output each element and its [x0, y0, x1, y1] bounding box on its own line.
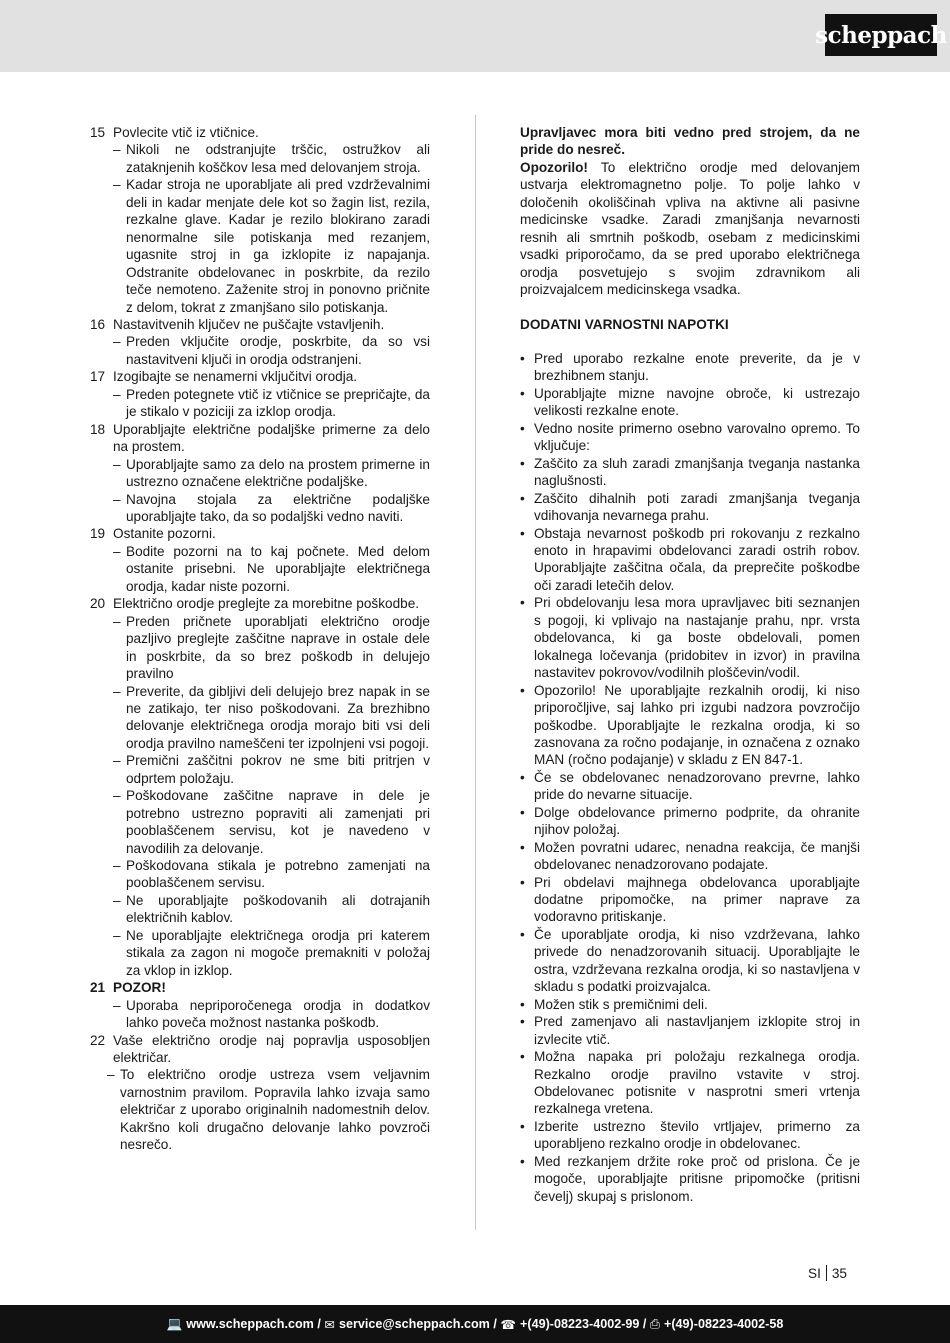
item-number: 18	[90, 421, 106, 437]
dash-marker: –	[113, 491, 121, 507]
warning-label: Opozorilo!	[520, 159, 588, 175]
sub-item	[90, 1066, 430, 1153]
bullet-text: Izberite ustrezno število vrtljajev, primerno za uporabljeno rezkalno orodje in obdelovanec.	[534, 1118, 860, 1152]
column-divider	[475, 115, 476, 1230]
bullet-marker: •	[520, 420, 525, 436]
page-number	[808, 1265, 847, 1281]
sub-item	[90, 787, 430, 857]
dash-marker: –	[113, 613, 121, 629]
dash-marker: –	[113, 892, 121, 908]
bullet-text: Pred zamenjavo ali nastavljanjem izklopite stroj in izvlecite vtič.	[534, 1014, 860, 1047]
bullet-item	[520, 996, 860, 1013]
list-item	[90, 595, 430, 612]
bullet-item	[520, 769, 860, 804]
dash-marker: –	[113, 683, 121, 699]
bullet-text: Možen povratni udarec, nenadna reakcija, če manjši obdelovanec nenadzorovano podajate.	[534, 839, 860, 873]
bullet-text: Pri obdelavi majhnega obdelovanca uporabljajte dodatne pripomočke, na primer naprave za vodoravno pritiskanje.	[534, 874, 860, 925]
bullet-item	[520, 1048, 860, 1118]
header-band	[0, 0, 950, 72]
mail-icon: ✉	[324, 1317, 335, 1332]
dash-marker: –	[113, 334, 121, 350]
list-item	[90, 1032, 430, 1067]
sub-item-text: Preden vključite orodje, poskrbite, da so vsi nastavitveni ključi in orodja odstranjeni.	[126, 334, 430, 367]
bullet-text: Uporabljajte mizne navojne obroče, ki ustrezajo velikosti rezkalne enote.	[534, 385, 860, 419]
sub-item-text: Poškodovane zaščitne naprave in dele je potrebno ustrezno popraviti ali zamenjati pri pooblaščenem servisu, kot je navedeno v navodilih za delovanje.	[126, 788, 430, 856]
sub-item	[90, 927, 430, 979]
bullet-marker: •	[520, 1118, 525, 1134]
bullet-marker: •	[520, 595, 525, 611]
bullet-item	[520, 1153, 860, 1205]
item-text: Uporabljajte električne podaljške primerne za delo na prostem.	[113, 421, 430, 455]
sub-item	[90, 613, 430, 683]
sub-item-text: Premični zaščitni pokrov ne sme biti pritrjen v odprtem položaju.	[126, 753, 430, 786]
bullet-text: Opozorilo! Ne uporabljajte rezkalnih orodij, ki niso priporočljive, saj lahko pri izgubi nadzora povzročijo poškodbe. Uporabljajte le rezkalna orodja, ki so zasnovana za ročno podajanje, in označena z oznako MAN (ročno podajanje) v skladu z EN 847-1.	[534, 682, 860, 768]
item-text: Nastavitvenih ključev ne puščajte vstavljenih.	[113, 316, 385, 332]
bullet-text: Med rezkanjem držite roke proč od prislona. Če je mogoče, uporabljajte pritisne pripomočke (pritisni čevelj) skupaj s prislonom.	[534, 1153, 860, 1204]
bullet-marker: •	[520, 525, 525, 541]
bullet-item	[520, 385, 860, 420]
bullet-marker: •	[520, 385, 525, 401]
item-number: 22	[90, 1032, 106, 1048]
dash-marker: –	[113, 386, 121, 402]
item-text: Izogibajte se nenamerni vključitvi orodja.	[113, 369, 358, 385]
footer-sep: /	[313, 1317, 325, 1331]
sub-item-text: Kadar stroja ne uporabljate ali pred vzdrževalnimi deli in kadar menjate dele kot so žagin list, rezila, rezkalne glave. Kadar je rezilo blokirano zaradi nenormalne sile potiskanja med rezanjem, ugasnite stroj in ga izklopite iz napajanja. Odstranite obdelovanec in poskrbite, da rezilo teče nemoteno. Zaženite stroj in ponovno pričnite z delom, tokrat z zmanjšano silo potiskanja.	[126, 177, 430, 315]
bullet-text: Zaščito dihalnih poti zaradi zmanjšanja tveganja vdihovanja nevarnega prahu.	[534, 490, 860, 524]
item-text: Ostanite pozorni.	[113, 526, 216, 542]
list-item	[90, 979, 430, 996]
bullet-item	[520, 926, 860, 996]
bullet-item	[520, 839, 860, 874]
bullet-text: Pred uporabo rezkalne enote preverite, da je v brezhibnem stanju.	[534, 350, 860, 384]
sub-item	[90, 997, 430, 1032]
sub-item	[90, 892, 430, 927]
bullet-text: Če uporabljate orodja, ki niso vzdrževana, lahko privede do nenadzorovanih situacij. Uporabljajte le ostra, vzdrževana rezkalna orodja, ki so nastavljena v skladu s podatki proizvajalca.	[534, 926, 860, 995]
bullet-marker: •	[520, 839, 525, 855]
dash-marker: –	[107, 1067, 115, 1083]
sub-item	[90, 141, 430, 176]
item-number: 15	[90, 125, 106, 140]
list-item	[90, 525, 430, 542]
sub-item	[90, 752, 430, 787]
bullet-marker: •	[520, 996, 525, 1012]
bullet-item	[520, 874, 860, 926]
item-number: 21	[90, 980, 106, 996]
bullet-item	[520, 682, 860, 769]
bullet-marker: •	[520, 1014, 525, 1030]
bullet-item	[520, 455, 860, 490]
footer-fax: +(49)-08223-4002-58	[664, 1317, 784, 1331]
sub-item-text: Uporabljajte samo za delo na prostem primerne in ustrezno označene električne podaljške.	[126, 456, 430, 490]
sub-item-text: Preden pričnete uporabljati električno orodje pazljivo preglejte zaščitne naprave in ostale dele in poskrbite, da so brez poškodb in delujejo pravilno	[126, 613, 430, 682]
bullet-item	[520, 420, 860, 455]
bullet-marker: •	[520, 769, 525, 785]
sub-item	[90, 456, 430, 491]
sub-item	[90, 683, 430, 753]
bullet-marker: •	[520, 455, 525, 471]
bullet-marker: •	[520, 1153, 525, 1169]
list-item	[90, 421, 430, 456]
item-number: 16	[90, 316, 106, 332]
bullet-text: Pri obdelovanju lesa mora upravljavec biti seznanjen s pogoji, ki vplivajo na nastajanje prahu, npr. vrsta obdelovanca, ki ga boste obdelovali, pomen lokalnega ločevanja (pridobitev in izvor) in pravilna nastavitev pokrovov/vodilnih ploščevin/vodil.	[534, 595, 860, 681]
list-item	[90, 316, 430, 333]
sub-item	[90, 543, 430, 595]
page-num: 35	[831, 1265, 847, 1281]
sub-item-text: Preden potegnete vtič iz vtičnice se prepričajte, da je stikalo v poziciji za izklop orodja.	[126, 386, 430, 420]
dash-marker: –	[113, 543, 121, 559]
bullet-marker: •	[520, 682, 525, 698]
sub-item-text: Nikoli ne odstranjujte trščic, ostružkov ali zataknjenih koščkov lesa med delovanjem stroja.	[126, 142, 430, 175]
fax-icon: ⎙	[649, 1316, 660, 1331]
intro-warning: Upravljavec mora biti vedno pred strojem, da ne pride do nesreč.	[520, 125, 860, 158]
emf-warning	[520, 159, 860, 299]
footer-phone: +(49)-08223-4002-99	[520, 1317, 640, 1331]
sub-item-text: Preverite, da gibljivi deli delujejo brez napak in se ne zatikajo, ter niso poškodovani. Za brezhibno delovanje električnega orodja morajo biti vsi deli orodja pravilno nameščeni ter izpolnjeni vsi pogoji.	[126, 683, 430, 751]
item-text: Vaše električno orodje naj popravlja usposobljen električar.	[113, 1032, 430, 1066]
footer-bar	[0, 1305, 950, 1343]
dash-marker: –	[113, 927, 121, 943]
bullet-text: Dolge obdelovance primerno podprite, da ohranite njihov položaj.	[534, 804, 860, 838]
bullet-text: Možen stik s premičnimi deli.	[534, 996, 708, 1012]
page-separator	[826, 1265, 827, 1281]
bullet-item	[520, 594, 860, 681]
bullet-marker: •	[520, 804, 525, 820]
sub-item-text: To električno orodje ustreza vsem veljavnim varnostnim pravilom. Popravila lahko izvaja samo električar z uporabo originalnih nadomestnih delov. Kakršno koli drugačno delovanje lahko povzroči nesrečo.	[120, 1067, 430, 1153]
item-text: Električno orodje preglejte za morebitne poškodbe.	[113, 596, 420, 612]
footer-email[interactable]: service@scheppach.com	[338, 1317, 490, 1331]
sub-item	[90, 386, 430, 421]
dash-marker: –	[113, 142, 121, 158]
item-number: 17	[90, 369, 106, 385]
footer-sep: /	[489, 1317, 501, 1331]
bullet-item	[520, 1118, 860, 1153]
sub-item	[90, 491, 430, 526]
right-column	[520, 124, 860, 1205]
dash-marker: –	[113, 858, 121, 874]
sub-item-text: Uporaba nepriporočenega orodja in dodatkov lahko poveča možnost nastanka poškodb.	[126, 997, 430, 1031]
list-item	[90, 124, 430, 141]
bullet-item	[520, 1013, 860, 1048]
dash-marker: –	[113, 788, 121, 804]
section-heading: DODATNI VARNOSTNI NAPOTKI	[520, 316, 729, 332]
dash-marker: –	[113, 456, 121, 472]
bullet-text: Zaščito za sluh zaradi zmanjšanja tveganja nastanka naglušnosti.	[534, 455, 860, 489]
sub-item-text: Poškodovana stikala je potrebno zamenjati na pooblaščenem servisu.	[126, 858, 430, 891]
sub-item-text: Bodite pozorni na to kaj počnete. Med delom ostanite prisebni. Ne uporabljajte električnega orodja, kadar niste pozorni.	[126, 543, 430, 594]
list-item	[90, 368, 430, 385]
footer-web[interactable]: www.scheppach.com	[186, 1317, 314, 1331]
bullet-marker: •	[520, 350, 525, 366]
sub-item-text: Ne uporabljajte električnega orodja pri katerem stikala za zagon ni mogoče premakniti v položaj za vklop in izklop.	[126, 927, 430, 978]
dash-marker: –	[113, 753, 121, 769]
dash-marker: –	[113, 177, 121, 193]
bullet-item	[520, 804, 860, 839]
bullet-item	[520, 350, 860, 385]
bullet-marker: •	[520, 926, 525, 942]
computer-icon: 💻	[166, 1316, 183, 1331]
sub-item	[90, 176, 430, 316]
bullet-text: Vedno nosite primerno osebno varovalno opremo. To vključuje:	[534, 420, 860, 454]
bullet-text: Obstaja nevarnost poškodb pri rokovanju z rezkalno enoto in hrapavimi obdelovanci zaradi ostrih robov. Uporabljajte zaščitna očala, da preprečite poškodbe oči zaradi letečih delov.	[534, 525, 860, 593]
bullet-text: Če se obdelovanec nenadzorovano prevrne, lahko pride do nevarne situacije.	[534, 769, 860, 803]
item-text: Povlecite vtič iz vtičnice.	[113, 125, 259, 140]
item-number: 20	[90, 596, 106, 612]
footer-sep: /	[639, 1317, 650, 1331]
bullet-marker: •	[520, 1049, 525, 1065]
item-text: POZOR!	[113, 980, 166, 996]
bullet-item	[520, 490, 860, 525]
sub-item-text: Ne uporabljajte poškodovanih ali dotrajanih električnih kablov.	[126, 892, 430, 926]
sub-item-text: Navojna stojala za električne podaljške uporabljajte tako, da so podaljški vedno naviti.	[126, 491, 430, 524]
phone-icon: ☎	[500, 1317, 517, 1332]
sub-item	[90, 333, 430, 368]
bullet-marker: •	[520, 874, 525, 890]
sub-item	[90, 857, 430, 892]
item-number: 19	[90, 526, 106, 542]
warning-text: To električno orodje med delovanjem ustvarja elektromagnetno polje. To polje lahko v določenih okoliščinah vpliva na aktivne ali pasivne medicinske vsadke. Zaradi zmanjšanja nevarnosti resnih ali smrtnih poškodb, osebam z medicinskimi vsadki priporočamo, da se pred uporabo električnega orodja posvetujejo s svojim zdravnikom ali proizvajalcem medicinskega vsadka.	[520, 159, 860, 298]
left-column	[90, 124, 430, 1154]
dash-marker: –	[113, 997, 121, 1013]
bullet-item	[520, 525, 860, 595]
bullet-marker: •	[520, 490, 525, 506]
page-lang: SI	[808, 1265, 821, 1281]
bullet-list	[520, 350, 860, 1205]
bullet-text: Možna napaka pri položaju rezkalnega orodja. Rezkalno orodje pravilno vstavite v stroj. Obdelovanec potisnite v nasprotni smeri vrtenja rezkalnega vretena.	[534, 1049, 860, 1117]
scheppach-logo: scheppach	[825, 14, 937, 56]
